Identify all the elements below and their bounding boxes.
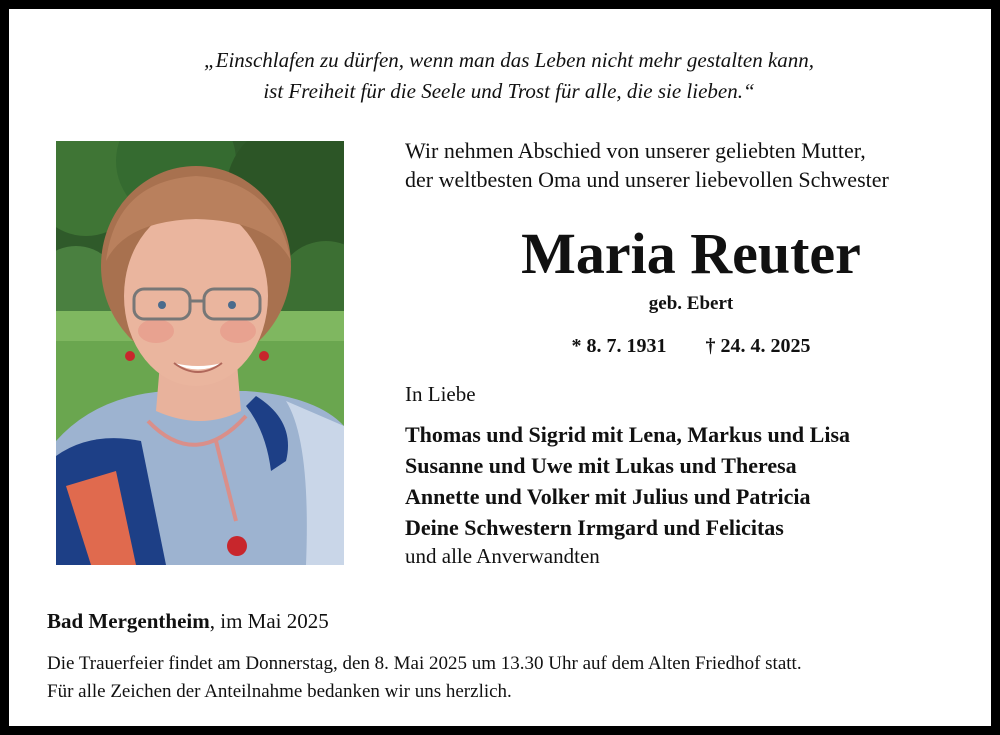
birth-date: * 8. 7. 1931 xyxy=(571,335,667,357)
quote-line-2: ist Freiheit für die Seele und Trost für alle, die sie lieben.“ xyxy=(263,79,755,103)
memorial-quote xyxy=(9,45,1000,107)
place-date: , im Mai 2025 xyxy=(209,609,329,633)
farewell-intro xyxy=(405,136,985,194)
mourner-line: Susanne und Uwe mit Lukas und Theresa xyxy=(405,453,797,478)
mourner-line: Thomas und Sigrid mit Lena, Markus und Lisa xyxy=(405,422,851,447)
intro-line-1: Wir nehmen Abschied von unserer geliebten Mutter, xyxy=(405,138,866,163)
quote-line-1: „Einschlafen zu dürfen, wenn man das Leben nicht mehr gestalten kann, xyxy=(203,48,815,72)
place-city: Bad Mergentheim xyxy=(47,609,210,633)
death-date: † 24. 4. 2025 xyxy=(705,335,811,357)
deceased-name: Maria Reuter xyxy=(521,221,861,286)
in-love-label: In Liebe xyxy=(405,382,476,406)
portrait-photo xyxy=(56,141,344,565)
intro-line-2: der weltbesten Oma und unserer liebevollen Schwester xyxy=(405,167,889,192)
mourner-line: Annette und Volker mit Julius und Patricia xyxy=(405,484,811,509)
funeral-info xyxy=(47,650,987,706)
life-dates xyxy=(405,335,977,358)
mourner-line: Deine Schwestern Irmgard und Felicitas xyxy=(405,515,784,540)
portrait-illustration xyxy=(56,141,344,565)
place-and-date xyxy=(47,609,329,634)
funeral-info-line-2: Für alle Zeichen der Anteilnahme bedanken wir uns herzlich. xyxy=(47,681,512,702)
relatives-line: und alle Anverwandten xyxy=(405,544,600,568)
maiden-name: geb. Ebert xyxy=(648,293,734,314)
funeral-info-line-1: Die Trauerfeier findet am Donnerstag, den 8. Mai 2025 um 13.30 Uhr auf dem Alten Friedhof statt. xyxy=(47,653,802,674)
mourners-list xyxy=(405,419,985,543)
